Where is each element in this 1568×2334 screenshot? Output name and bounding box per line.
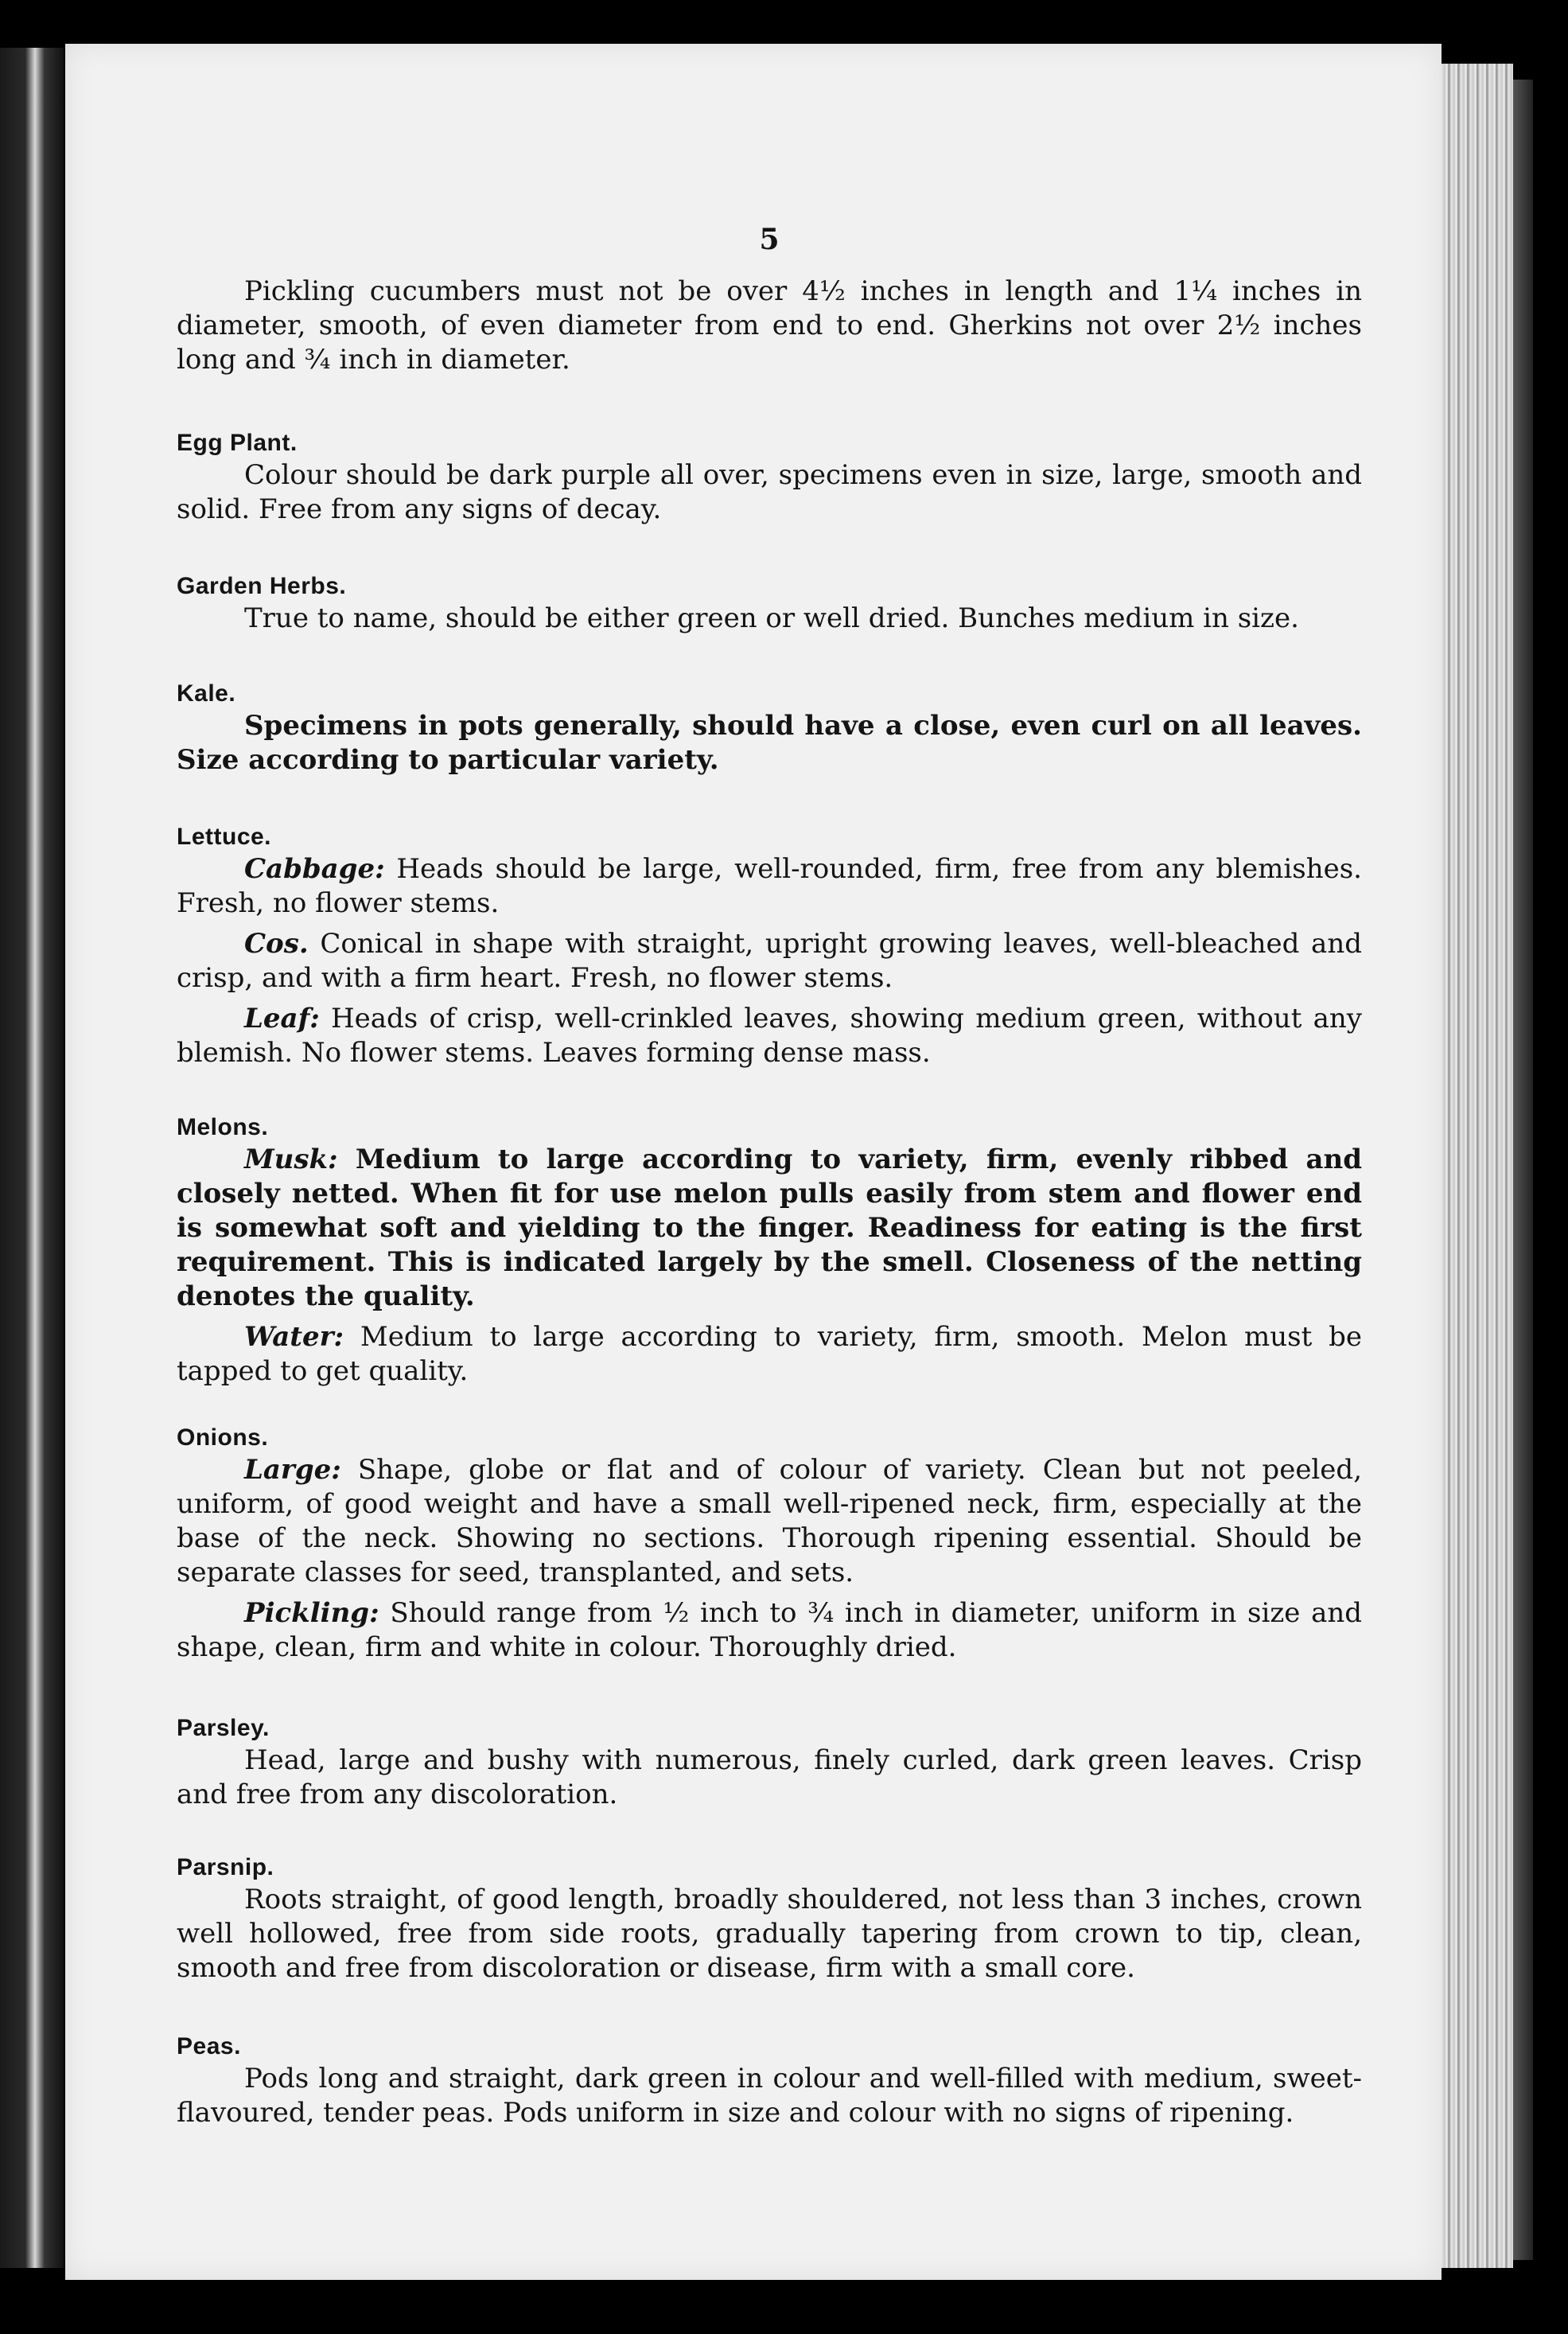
musk-label: Musk:: [244, 1144, 338, 1175]
section-peas: [177, 2033, 1362, 2137]
book-page: [65, 44, 1442, 2280]
leaf-text: Heads of crisp, well-crinkled leaves, showing medium green, without any blemish. No flower stems. Leaves forming dense mass.: [177, 1003, 1362, 1069]
garden-herbs-text: True to name, should be either green or well dried. Bunches medium in size.: [244, 602, 1299, 634]
heading-melons: Melons.: [177, 1114, 269, 1140]
melons-water: [177, 1320, 1362, 1389]
section-parsley: [177, 1715, 1362, 1818]
parsnip-text: Roots straight, of good length, broadly shouldered, not less than 3 inches, crown well hollowed, free from side roots, gradually tapering from crown to tip, clean, smooth and free from discoloration or disease, firm with a small core.: [177, 1884, 1362, 1984]
section-kale: [177, 680, 1362, 784]
heading-peas: Peas.: [177, 2033, 241, 2059]
heading-parsnip: Parsnip.: [177, 1854, 274, 1880]
lettuce-cos: [177, 927, 1362, 996]
cos-label: Cos.: [244, 928, 309, 960]
lettuce-cabbage: [177, 852, 1362, 921]
heading-kale: Kale.: [177, 680, 236, 707]
cabbage-text: Heads should be large, well-rounded, firm, free from any blemishes. Fresh, no flower stems.: [177, 853, 1362, 919]
cos-text: Conical in shape with straight, upright growing leaves, well-bleached and crisp, and with a firm heart. Fresh, no flower stems.: [177, 928, 1362, 994]
large-text: Shape, globe or flat and of colour of variety. Clean but not peeled, uniform, of good weight and have a small well-ripened neck, firm, especially at the base of the neck. Showing no sections. Thorough ripening essential. Should be separate classes for seed, transplanted, and sets.: [177, 1454, 1363, 1588]
section-lettuce: [177, 824, 1362, 1077]
book-cover-edge: [1513, 80, 1533, 2260]
section-egg-plant: [177, 430, 1362, 533]
egg-plant-text: Colour should be dark purple all over, specimens even in size, large, smooth and solid. Free from any signs of decay.: [177, 459, 1362, 525]
peas-text: Pods long and straight, dark green in colour and well-filled with medium, sweet-flavoured, tender peas. Pods uniform in size and colour with no signs of ripening.: [177, 2063, 1362, 2129]
parsley-text: Head, large and bushy with numerous, finely curled, dark green leaves. Crisp and free from any discoloration.: [177, 1744, 1362, 1810]
section-melons: [177, 1114, 1362, 1395]
heading-garden-herbs: Garden Herbs.: [177, 573, 347, 599]
left-page-edge: [0, 48, 64, 2268]
heading-lettuce: Lettuce.: [177, 824, 272, 850]
lettuce-leaf: [177, 1002, 1362, 1070]
water-label: Water:: [244, 1321, 344, 1353]
onions-large: [177, 1453, 1362, 1590]
leaf-label: Leaf:: [244, 1003, 320, 1035]
musk-text: Medium to large according to variety, firm, evenly ribbed and closely netted. When fit for use melon pulls easily from stem and flower end is somewhat soft and yielding to the finger. Readiness for eating is the first requirement. This is indicated largely by the smell. Closeness of the netting denotes the quality.: [177, 1144, 1363, 1312]
pickling-text: Should range from ½ inch to ¾ inch in diameter, uniform in size and shape, clean, firm and white in colour. Thoroughly dried.: [177, 1597, 1362, 1663]
water-text: Medium to large according to variety, firm, smooth. Melon must be tapped to get quality.: [177, 1321, 1363, 1387]
cabbage-label: Cabbage:: [244, 853, 385, 885]
large-label: Large:: [244, 1454, 341, 1486]
onions-pickling: [177, 1596, 1362, 1665]
stacked-page-edges: [1442, 64, 1513, 2268]
heading-onions: Onions.: [177, 1424, 269, 1451]
section-parsnip: [177, 1854, 1362, 1992]
page-number: 5: [759, 223, 780, 256]
heading-egg-plant: Egg Plant.: [177, 430, 298, 456]
heading-parsley: Parsley.: [177, 1715, 270, 1741]
intro-section: [177, 275, 1362, 384]
pickling-label: Pickling:: [244, 1597, 379, 1629]
kale-text: Specimens in pots generally, should have a close, even curl on all leaves. Size according to particular variety.: [177, 710, 1362, 776]
melons-musk: [177, 1143, 1362, 1314]
intro-paragraph: Pickling cucumbers must not be over 4½ inches in length and 1¼ inches in diameter, smooth, of even diameter from end to end. Gherkins not over 2½ inches long and ¾ inch in diameter.: [177, 275, 1362, 376]
section-onions: [177, 1424, 1362, 1671]
section-garden-herbs: [177, 573, 1362, 642]
